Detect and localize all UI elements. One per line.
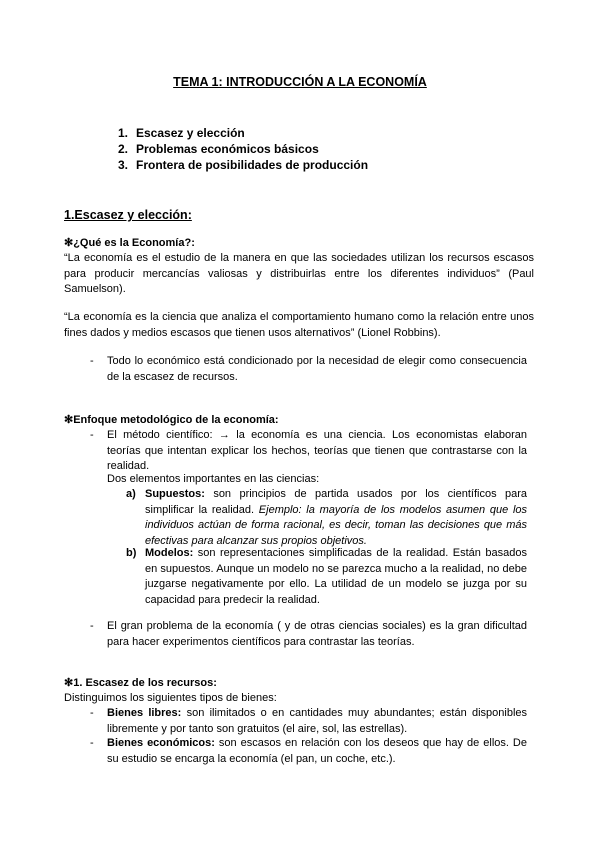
bullet-dash: - <box>90 737 94 749</box>
toc-text: Frontera de posibilidades de producción <box>136 158 369 172</box>
supuestos-example: Ejemplo: la mayoría de los modelos asumen que los individuos actúan de forma racional, es decir, toman las decisiones que más efectivas para alcanzar sus propios objetivos. <box>145 503 528 547</box>
toc-text: Escasez y elección <box>136 126 245 140</box>
toc-number: 3. <box>118 158 129 172</box>
item-label-b: b) <box>126 547 137 559</box>
toc-item <box>118 125 368 141</box>
item-supuestos <box>145 487 527 549</box>
bullet-dash: - <box>90 429 94 441</box>
section-heading: 1.Escasez y elección: <box>64 208 192 222</box>
bienes-libres-text: son ilimitados o en cantidades muy abundantes; están disponibles libremente y por tanto son gratuitos (el aire, sol, las estrellas). <box>107 707 528 735</box>
escasez-intro: Distinguimos los siguientes tipos de bienes: <box>64 692 277 704</box>
toc-item <box>118 157 368 173</box>
bullet-dash: - <box>90 355 94 367</box>
term-modelos: Modelos: <box>145 547 194 559</box>
supuestos-text: son principios de partida usados por los científicos para simplificar la realidad. <box>145 488 527 516</box>
table-of-contents <box>118 125 368 173</box>
bullet-bienes-libres <box>107 706 527 737</box>
item-label-a: a) <box>126 488 136 500</box>
subheading-que-es: ✻¿Qué es la Economía?: <box>64 237 195 249</box>
bullet-bienes-economicos <box>107 736 527 767</box>
toc-text: Problemas económicos básicos <box>136 142 319 156</box>
subheading-escasez: ✻1. Escasez de los recursos: <box>64 677 217 689</box>
bullet-dash: - <box>90 707 94 719</box>
term-bienes-economicos: Bienes económicos: <box>107 737 215 749</box>
item-modelos <box>145 546 527 608</box>
subheading-enfoque: ✻Enfoque metodológico de la economía: <box>64 414 279 426</box>
definition-robbins: “La economía es la ciencia que analiza el comportamiento humano como la relación entre unos fines dados y medios escasos que tienen usos alternativos” (Lionel Robbins). <box>64 311 534 339</box>
bullet-text: Todo lo económico está condicionado por la necesidad de elegir como consecuencia de la escasez de recursos. <box>107 355 527 383</box>
toc-item <box>118 141 368 157</box>
bienes-economicos-text: son escasos en relación con los deseos que hay de ellos. De su estudio se encarga la economía (el pan, un coche, etc.). <box>107 737 527 765</box>
bullet-metodo: El método científico: → la economía es una ciencia. Los economistas elaboran teorías que intentan explicar los hechos, teorías que tienen que contrastarse con la realidad. <box>107 429 527 472</box>
page-title: TEMA 1: INTRODUCCIÓN A LA ECONOMÍA <box>173 75 427 89</box>
term-bienes-libres: Bienes libres: <box>107 707 182 719</box>
toc-number: 1. <box>118 126 129 140</box>
bullet-problema: El gran problema de la economía ( y de otras ciencias sociales) es la gran dificultad para hacer experimentos científicos para contrastar las teorías. <box>107 620 527 648</box>
bullet-dash: - <box>90 620 94 632</box>
term-supuestos: Supuestos: <box>145 488 205 500</box>
modelos-text: son representaciones simplificadas de la realidad. Están basados en supuestos. Aunque un modelo no se parezca mucho a la realidad, no debe juzgarse negativamente por ello. La utilidad de un modelo se juzga por su capacidad para predecir la realidad. <box>145 547 527 606</box>
definition-samuelson: “La economía es el estudio de la manera en que las sociedades utilizan los recursos escasos para producir mercancías valiosas y distribuirlas entre los diferentes individuos” (Paul Samuelson). <box>64 252 534 295</box>
elements-intro: Dos elementos importantes en las ciencias: <box>107 473 320 485</box>
toc-number: 2. <box>118 142 129 156</box>
